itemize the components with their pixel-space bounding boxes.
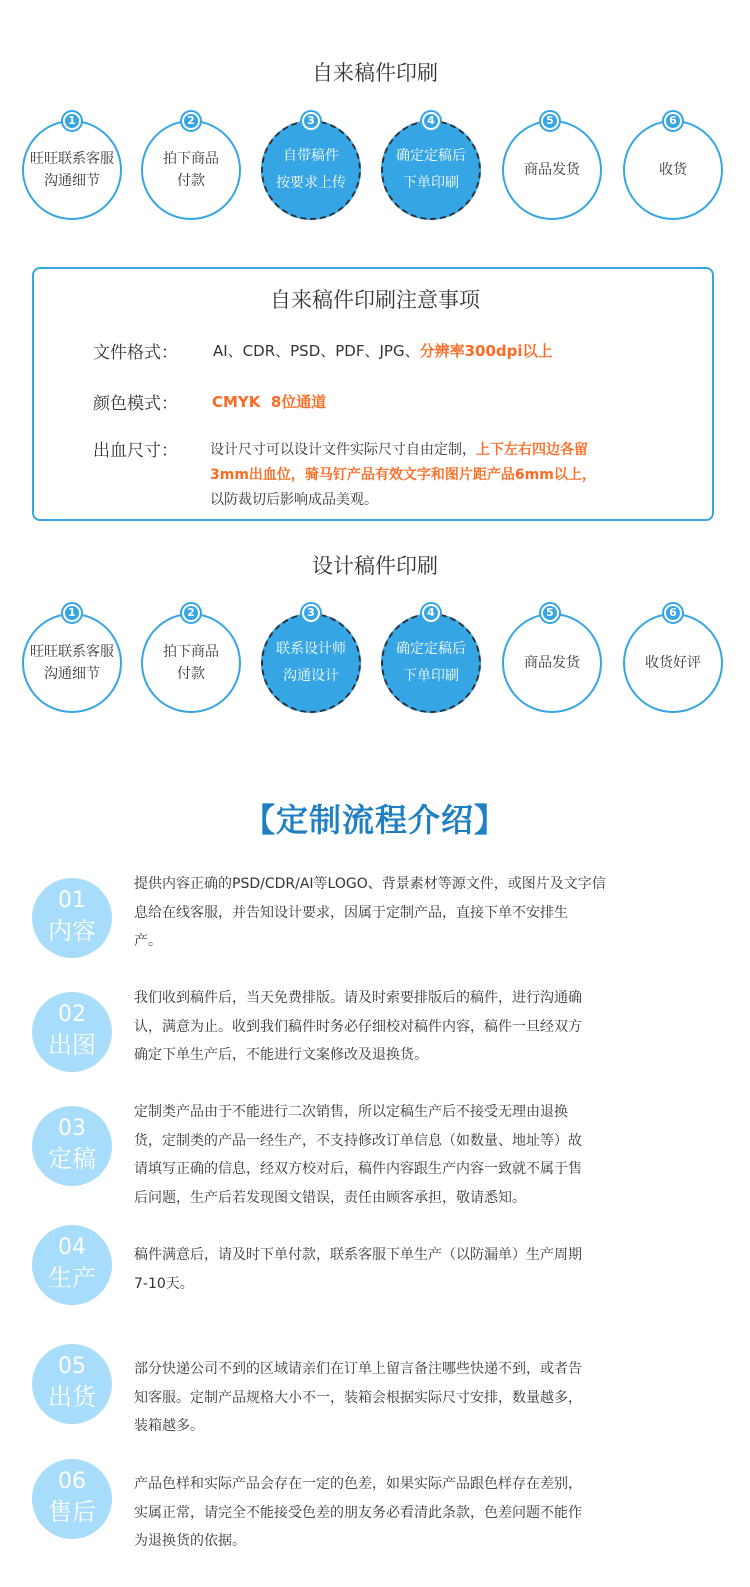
- step-number-badge: 1: [61, 110, 83, 132]
- step-label: 商品发货: [524, 162, 580, 178]
- notes-title: 自来稿件印刷注意事项: [270, 288, 480, 312]
- step-label: 收货: [659, 162, 687, 178]
- s2-step-1: [22, 613, 122, 713]
- s1-step-1: [22, 120, 122, 220]
- step-label: 确定定稿后 下单印刷: [396, 641, 466, 684]
- section1-title: 自来稿件印刷: [312, 61, 438, 85]
- step-number-badge: 4: [420, 110, 442, 132]
- s1-step-4: [381, 120, 481, 220]
- process-circle-03: 03 定稿: [32, 1106, 112, 1186]
- file-format-value: AI、CDR、PSD、PDF、JPG、分辨率300dpi以上: [213, 342, 553, 360]
- process-text-05: 部分快递公司不到的区域请亲们在订单上留言备注哪些快递不到，或者告 知客服。定制产品规格大小不一，装箱会根据实际尺寸安排，数量越多， 装箱越多。: [134, 1361, 582, 1434]
- s1-step-3: [261, 120, 361, 220]
- step-number-badge: 6: [662, 602, 684, 624]
- color-mode-label: 颜色模式：: [93, 394, 178, 414]
- step-label: 收货好评: [645, 655, 701, 671]
- s2-step-2: [141, 613, 241, 713]
- step-number-badge: 5: [539, 110, 561, 132]
- step-label: 确定定稿后 下单印刷: [396, 148, 466, 191]
- step-label: 拍下商品 付款: [163, 644, 219, 682]
- step-label: 商品发货: [524, 655, 580, 671]
- s1-step-5: [502, 120, 602, 220]
- step-label: 旺旺联系客服 沟通细节: [30, 151, 114, 189]
- step-number-badge: 2: [180, 110, 202, 132]
- color-mode-value: CMYK 8位通道: [212, 393, 327, 411]
- step-label: 旺旺联系客服 沟通细节: [30, 644, 114, 682]
- process-circle-01: 01 内容: [32, 878, 112, 958]
- step-number-badge: 3: [300, 602, 322, 624]
- process-text-03: 定制类产品由于不能进行二次销售，所以定稿生产后不接受无理由退换 货，定制类的产品一经生产，不支持修改订单信息（如数量、地址等）故 请填写正确的信息，经双方校对后，稿件内容跟生产内容一致就不属于售 后问题，生产后若发现图文错误，责任由顾客承担，敬请悉知。: [134, 1104, 582, 1206]
- step-label: 拍下商品 付款: [163, 151, 219, 189]
- step-number-badge: 1: [61, 602, 83, 624]
- step-number-badge: 2: [180, 602, 202, 624]
- step-number-badge: 4: [420, 602, 442, 624]
- section2-title: 设计稿件印刷: [312, 554, 438, 578]
- s1-step-6: [623, 120, 723, 220]
- bleed-label: 出血尺寸：: [93, 441, 178, 461]
- step-label: 联系设计师 沟通设计: [276, 641, 346, 684]
- s1-step-2: [141, 120, 241, 220]
- step-label: 自带稿件 按要求上传: [276, 148, 346, 191]
- step-number-badge: 5: [539, 602, 561, 624]
- bleed-value: 设计尺寸可以设计文件实际尺寸自由定制，上下左右四边各留 3mm出血位，骑马钉产品有效文字和图片距产品6mm以上， 以防裁切后影响成品美观。: [210, 442, 596, 508]
- process-text-02: 我们收到稿件后，当天免费排版。请及时索要排版后的稿件，进行沟通确 认，满意为止。收到我们稿件时务必仔细校对稿件内容，稿件一旦经双方 确定下单生产后，不能进行文案修改及退换货。: [134, 990, 582, 1063]
- process-circle-05: 05 出货: [32, 1344, 112, 1424]
- process-text-01: 提供内容正确的PSD/CDR/AI等LOGO、背景素材等源文件，或图片及文字信 息给在线客服，并告知设计要求，因属于定制产品，直接下单不安排生 产。: [134, 876, 606, 949]
- process-text-04: 稿件满意后，请及时下单付款，联系客服下单生产（以防漏单）生产周期 7-10天。: [134, 1247, 582, 1292]
- process-circle-02: 02 出图: [32, 992, 112, 1072]
- step-number-badge: 3: [300, 110, 322, 132]
- step-number-badge: 6: [662, 110, 684, 132]
- s2-step-6: [623, 613, 723, 713]
- process-circle-04: 04 生产: [32, 1225, 112, 1305]
- process-title: 【定制流程介绍】: [242, 801, 507, 839]
- s2-step-5: [502, 613, 602, 713]
- process-text-06: 产品色样和实际产品会存在一定的色差，如果实际产品跟色样存在差别， 实属正常，请完全不能接受色差的朋友务必看清此条款，色差问题不能作 为退换货的依据。: [134, 1476, 582, 1549]
- file-format-label: 文件格式：: [93, 343, 178, 363]
- process-circle-06: 06 售后: [32, 1459, 112, 1539]
- s2-step-4: [381, 613, 481, 713]
- s2-step-3: [261, 613, 361, 713]
